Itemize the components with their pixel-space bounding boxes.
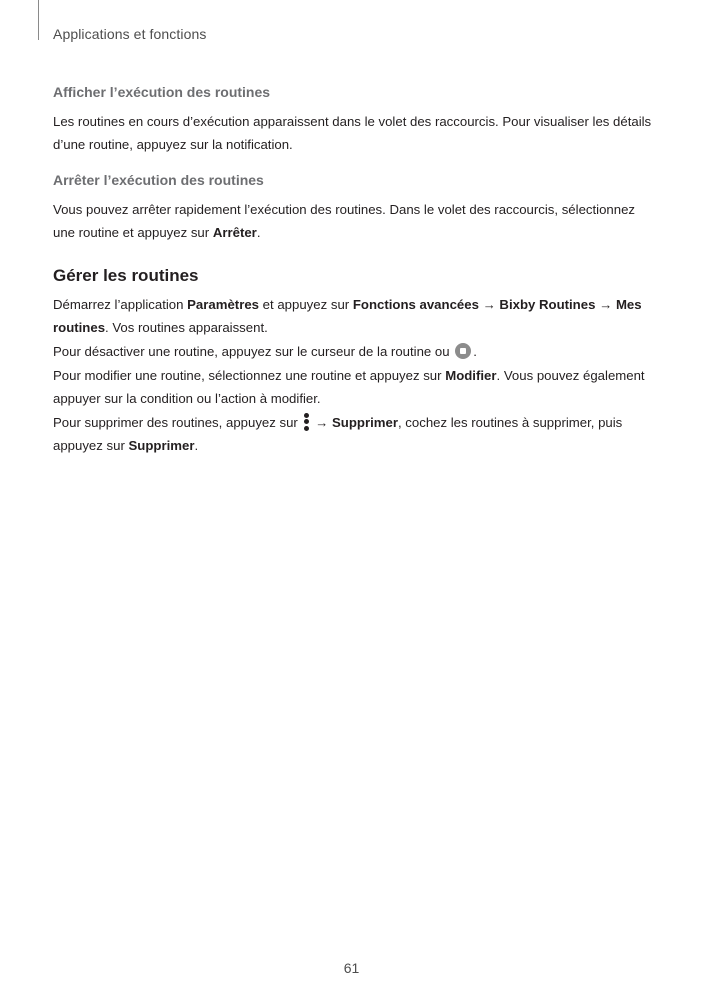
text: . Vous pouvez également appuyer sur la condition ou l’action à modifier. <box>53 368 645 406</box>
fonctions-avancees-label: Fonctions avancées <box>352 297 479 312</box>
arreter-label: Arrêter <box>212 225 257 240</box>
paragraph-modifier <box>53 364 653 410</box>
page-number: 61 <box>343 960 360 976</box>
supprimer-label: Supprimer <box>332 415 398 430</box>
running-header: Applications et fonctions <box>53 26 207 42</box>
paragraph-arreter-end: . <box>256 225 261 240</box>
arrow: → <box>595 297 616 312</box>
subheading-arreter-text: Arrêter l’exécution des routines <box>53 172 264 188</box>
arrow: → <box>478 297 500 312</box>
section-title-gerer: Gérer les routines <box>53 266 199 285</box>
more-options-icon <box>304 413 310 431</box>
text: , cochez les routines à supprimer, puis appuyez sur <box>53 415 623 453</box>
subheading-arreter <box>53 170 653 190</box>
modifier-label: Modifier <box>445 368 497 383</box>
paragraph-desactiver <box>53 340 653 363</box>
header-margin-rule <box>38 0 39 40</box>
paragraph-gerer-start <box>53 293 653 339</box>
paragraph-arreter-text: Vous pouvez arrêter rapidement l’exécution des routines. Dans le volet des raccourcis, sélectionnez une routine et appuyez sur <box>53 202 636 240</box>
supprimer-label: Supprimer <box>128 438 195 453</box>
text: Démarrez l’application <box>53 297 188 312</box>
text: . <box>194 438 199 453</box>
bixby-routines-label: Bixby Routines <box>499 297 596 312</box>
stop-circle-icon <box>455 343 471 359</box>
text: et appuyez sur <box>259 297 353 312</box>
text: Pour désactiver une routine, appuyez sur le curseur de la routine ou <box>53 344 454 359</box>
paragraph-afficher: Les routines en cours d’exécution apparaissent dans le volet des raccourcis. Pour visualiser les détails d’une routine, appuyez sur la notification. <box>53 114 652 152</box>
arrow: → <box>311 415 333 430</box>
subheading-afficher: Afficher l’exécution des routines <box>53 84 271 100</box>
text: Pour modifier une routine, sélectionnez une routine et appuyez sur <box>53 368 446 383</box>
paragraph-supprimer <box>53 411 653 457</box>
paragraph-arreter <box>53 198 653 244</box>
text: . <box>473 344 477 359</box>
text: . Vos routines apparaissent. <box>105 320 268 335</box>
parametres-label: Paramètres <box>187 297 259 312</box>
mes-routines-label: Mes routines <box>53 297 642 335</box>
text: Pour supprimer des routines, appuyez sur <box>53 415 302 430</box>
page-content <box>53 82 653 457</box>
